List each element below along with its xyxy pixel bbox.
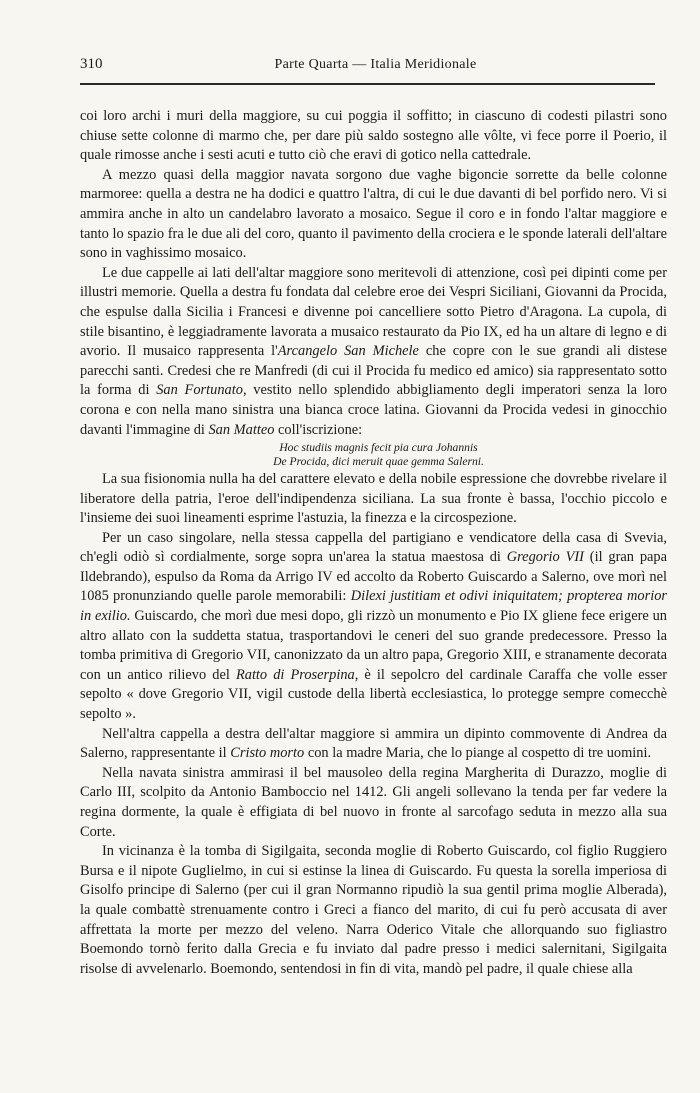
latin-inscription [80, 441, 667, 468]
paragraph: A mezzo quasi della maggior navata sorgono due vaghe bigoncie sorrette da belle colonne marmoree: quella a destra ne ha dodici e quattro l'altra, di cui le due davanti di bel porfido nero. Vi si ammira anche in alto un candelabro lavorato a mosaico. Segue il coro e in fondo l'altar maggiore e tanto lo spazio fra le due ali del coro, quanto il pavimento della crociera e le sponde laterali dell'altare sono in vaghissimo mosaico. [80, 166, 667, 262]
inscription-line: De Procida, dici meruit quae gemma Salerni. [273, 454, 484, 468]
italic-quote: Dilexi justitiam et odivi iniquitatem; propterea morior in exilio. [80, 588, 668, 625]
paragraph: La sua fisionomia nulla ha del carattere elevato e della nobile espressione che dovrebbe rivelare il liberatore della patria, l'eroe dell'indipendenza siciliana. La sua fronte è bassa, l'occhio piccolo e l'insieme dei suoi lineamenti esprime l'astuzia, la finezza e la circospezione. [80, 470, 667, 527]
page-header [80, 56, 667, 80]
inscription-line: Hoc studiis magnis fecit pia cura Johannis [279, 441, 478, 455]
paragraph: Nell'altra cappella a destra dell'altar maggiore si ammira un dipinto commovente di Andrea da Salerno, rappresentante il Cristo morto con la madre Maria, che lo piange al cospetto di tre uomini. [80, 725, 667, 762]
header-rule [80, 83, 655, 85]
paragraph: In vicinanza è la tomba di Sigilgaita, seconda moglie di Roberto Guiscardo, col figlio Ruggiero Bursa e il nipote Guglielmo, in cui si estinse la linea di Guiscardo. Fu questa la sorella imperiosa di Gisolfo principe di Salerno (per cui il gran Normanno ripudiò la sua gentil prima moglie Alberada), la quale combattè strenuamente contro i Greci a fianco del marito, di cui fu però accusata di aver affrettata la morte per mezzo del veleno. Narra Oderico Vitale che allorquando suo figliastro Boemondo tornò ferito dalla Grecia e fu inviato dal padre presso i medici salernitani, Sigilgaita risolse di avvelenarlo. Boemondo, sentendosi in fin di vita, mandò pel padre, il quale chiese alla [80, 843, 667, 977]
paragraph: Per un caso singolare, nella stessa cappella del partigiano e vendicatore della casa di Svevia, ch'egli odiò sì cordialmente, sorge sopra un'area la statua maestosa di Gregorio VII (il gran papa Ildebrando), espulso da Roma da Arrigo IV ed accolto da Roberto Guiscardo a Salerno, ove morì nel 1085 pronunziando quelle parole memorabili: Dilexi justitiam et odivi iniquitatem; propterea morior in exilio. Guiscardo, che morì due mesi dopo, gli rizzò un monumento e Pio IX gliene fece erigere un altro allato con la suddetta statua, trasportandovi le ceneri del suo grande predecessore. Presso la tomba primitiva di Gregorio VII, canonizzato da un altro papa, Gregorio XIII, e stranamente decorata con un antico rilievo del Ratto di Proserpina, è il sepolcro del cardinale Caraffa che volle esser sepolto « dove Gregorio VII, vigil custode della libertà ecclesiastica, lo protegge sempre comecchè sepolto ». [80, 529, 668, 723]
paragraph: Le due cappelle ai lati dell'altar maggiore sono meritevoli di attenzione, così pei dipinti come per illustri memorie. Quella a destra fu fondata dal celebre eroe dei Vespri Siciliani, Giovanni da Procida, che espulse dalla Sicilia i Francesi e divenne poi cancelliere sotto Pietro d'Aragona. La cupola, di stile bisantino, è leggiadramente lavorata a musaico restaurato da Pio IX, ed ha un altare di legno e di avorio. Il musaico rappresenta l'Arcangelo San Michele che copre con le sue grandi ali distese parecchi santi. Credesi che re Manfredi (di cui il Procida fu medico ed amico) sia rappresentato sotto la forma di San Fortunato, vestito nello splendido abbigliamento degli imperatori senza la loro corona e con nella mano sinistra una bianca croce latina. Giovanni da Procida vedesi in ginocchio davanti l'immagine di San Matteo coll'iscrizione: [80, 264, 667, 438]
page-number: 310 [80, 56, 103, 72]
italic-term: Arcangelo San Michele [277, 343, 419, 360]
italic-term: San Matteo [208, 421, 275, 438]
italic-term: Ratto di Proserpina [235, 666, 355, 683]
running-title: Parte Quarta — Italia Meridionale [274, 57, 477, 72]
paragraph: coi loro archi i muri della maggiore, su cui poggia il soffitto; in ciascuno di codesti pilastri sono chiuse sette colonne di marmo che, per dare più saldo sostegno alle vôlte, vi fece porre il Poerio, il quale rimosse anche i sesti acuti e tutto ciò che eravi di gotico nella cattedrale. [80, 108, 667, 164]
book-page [80, 56, 667, 979]
italic-term: San Fortunato [156, 382, 243, 399]
italic-term: Cristo morto [230, 745, 305, 762]
paragraph: Nella navata sinistra ammirasi il bel mausoleo della regina Margherita di Durazzo, moglie di Carlo III, scolpito da Antonio Bamboccio nel 1412. Gli angeli sollevano la tenda per far vedere la regina dormente, la quale è effigiata di bel nuovo in fronte al sarcofago seduta in mezzo alla sua Corte. [80, 764, 667, 840]
italic-term: Gregorio VII [506, 549, 584, 566]
body-text [80, 107, 667, 979]
